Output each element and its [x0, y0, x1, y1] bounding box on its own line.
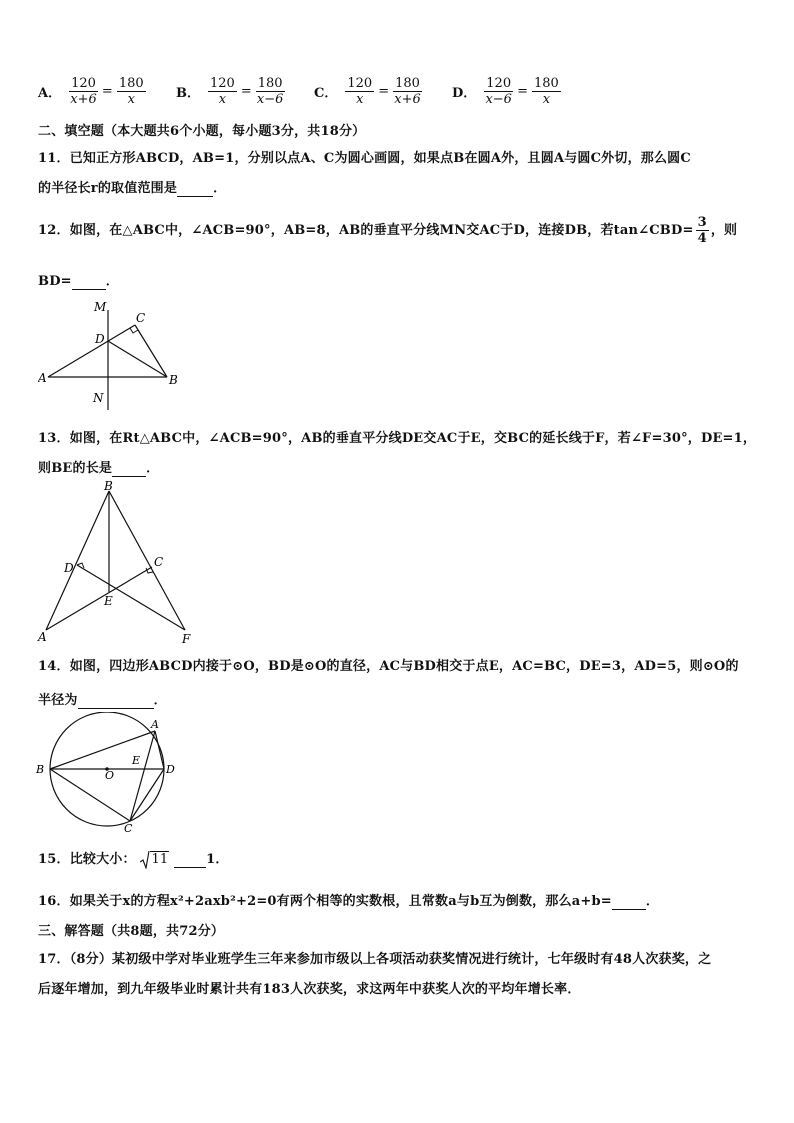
question-17-line-2: 后逐年增加，到九年级毕业时累计共有183人次获奖，求这两年中获奖人次的平均年增长率． — [38, 982, 581, 997]
label-d: D — [95, 332, 105, 346]
segment-bf — [109, 491, 185, 630]
answer-blank — [112, 461, 146, 477]
question-11-line-1: 11．已知正方形ABCD，AB=1，分别以点A、C为圆心画圆，如果点B在圆A外，且圆A与圆C外切，那么圆C — [38, 151, 691, 166]
option-b-left-fraction: $\frac{120}{x}$ — [210, 76, 235, 107]
label-a: A — [38, 371, 47, 385]
figure-13-diagram — [36, 478, 196, 648]
answer-blank — [72, 274, 106, 290]
figure-12-diagram — [38, 296, 180, 412]
label-e: E — [132, 754, 141, 767]
label-d: D — [64, 561, 74, 575]
option-b-label: B． — [176, 86, 200, 101]
segment-db — [108, 341, 167, 377]
label-c: C — [136, 311, 146, 325]
label-c: C — [124, 822, 133, 835]
question-12-line-2: BD= ． — [38, 274, 119, 289]
label-f: F — [182, 632, 191, 646]
option-d-left-fraction: $\frac{120}{x-6}$ — [485, 76, 512, 107]
square-root-expression: 11 — [140, 851, 169, 869]
answer-blank — [177, 181, 213, 197]
option-a — [38, 76, 148, 107]
equals-sign: = — [517, 84, 529, 99]
option-d-right-fraction: $\frac{180}{x}$ — [534, 76, 559, 107]
segment-ac — [130, 731, 155, 821]
label-b: B — [104, 479, 113, 493]
question-13-line-1: 13．如图，在Rt△ABC中，∠ACB=90°，AB的垂直平分线DE交AC于E，交BC的延长线于F，若∠F=30°，DE=1， — [38, 431, 757, 446]
label-n: N — [93, 391, 104, 405]
option-a-label: A． — [38, 86, 62, 101]
question-16: 16．如果关于x的方程x²+2axb²+2=0有两个相等的实数根，且常数a与b互为倒数，那么a+b= ． — [38, 894, 660, 909]
segment-cb — [135, 325, 167, 377]
option-d — [452, 76, 563, 107]
label-b: B — [36, 763, 45, 776]
segment-bc — [50, 769, 130, 821]
option-b — [176, 76, 287, 107]
option-d-label: D． — [452, 86, 477, 101]
question-13-line-2: 则BE的长是 ． — [38, 461, 160, 476]
option-c — [314, 76, 424, 107]
figure-14-diagram — [34, 712, 184, 838]
radical-sign-icon — [140, 851, 150, 869]
question-14-line-2: 半径为 ． — [38, 693, 167, 708]
section-heading-answer: 三、解答题（共8题，共72分） — [38, 924, 225, 939]
equals-sign: = — [378, 84, 390, 99]
option-a-left-fraction: $\frac{120}{x+6}$ — [70, 76, 97, 107]
segment-ac — [48, 325, 135, 377]
segment-ad — [155, 731, 164, 769]
option-c-right-fraction: $\frac{180}{x+6}$ — [394, 76, 421, 107]
label-e: E — [104, 594, 113, 608]
answer-blank — [612, 894, 646, 910]
label-b: B — [169, 373, 178, 387]
segment-df — [77, 565, 185, 630]
label-a: A — [151, 718, 159, 731]
question-15: 15．比较大小： 11 1． — [38, 852, 229, 867]
option-c-label: C． — [314, 86, 338, 101]
segment-ab — [46, 491, 109, 630]
option-a-right-fraction: $\frac{180}{x}$ — [118, 76, 144, 107]
equals-sign: = — [240, 84, 252, 99]
segment-ac — [46, 567, 152, 630]
label-m: M — [94, 300, 107, 314]
equals-sign: = — [101, 84, 113, 99]
section-heading-fill-in: 二、填空题（本大题共6个小题，每小题3分，共18分） — [38, 124, 366, 139]
question-14-line-1: 14．如图，四边形ABCD内接于⊙O，BD是⊙O的直径，AC与BD相交于点E，AC=BC，DE=3，AD=5，则⊙O的 — [38, 659, 739, 674]
segment-dc — [130, 769, 164, 821]
option-c-left-fraction: $\frac{120}{x}$ — [347, 76, 373, 107]
tan-fraction: $\frac{3}{4}$ — [697, 215, 707, 246]
label-d: D — [166, 763, 175, 776]
label-c: C — [154, 555, 164, 569]
question-12-line-1: 12．如图，在△ABC中，∠ACB=90°，AB=8，AB的垂直平分线MN交AC于D，连接DB，若tan∠CBD= $\frac{3}{4}$ ，则 — [38, 215, 738, 246]
question-11-line-2: 的半径长r的取值范围是 ． — [38, 181, 227, 196]
label-a: A — [38, 630, 47, 644]
label-o: O — [105, 769, 115, 782]
answer-blank — [78, 693, 154, 709]
question-17-line-1: 17．（8分）某初级中学对毕业班学生三年来参加市级以上各项活动获奖情况进行统计，七年级时有48人次获奖，之 — [38, 952, 712, 967]
answer-blank — [174, 852, 206, 868]
option-b-right-fraction: $\frac{180}{x-6}$ — [256, 76, 284, 107]
